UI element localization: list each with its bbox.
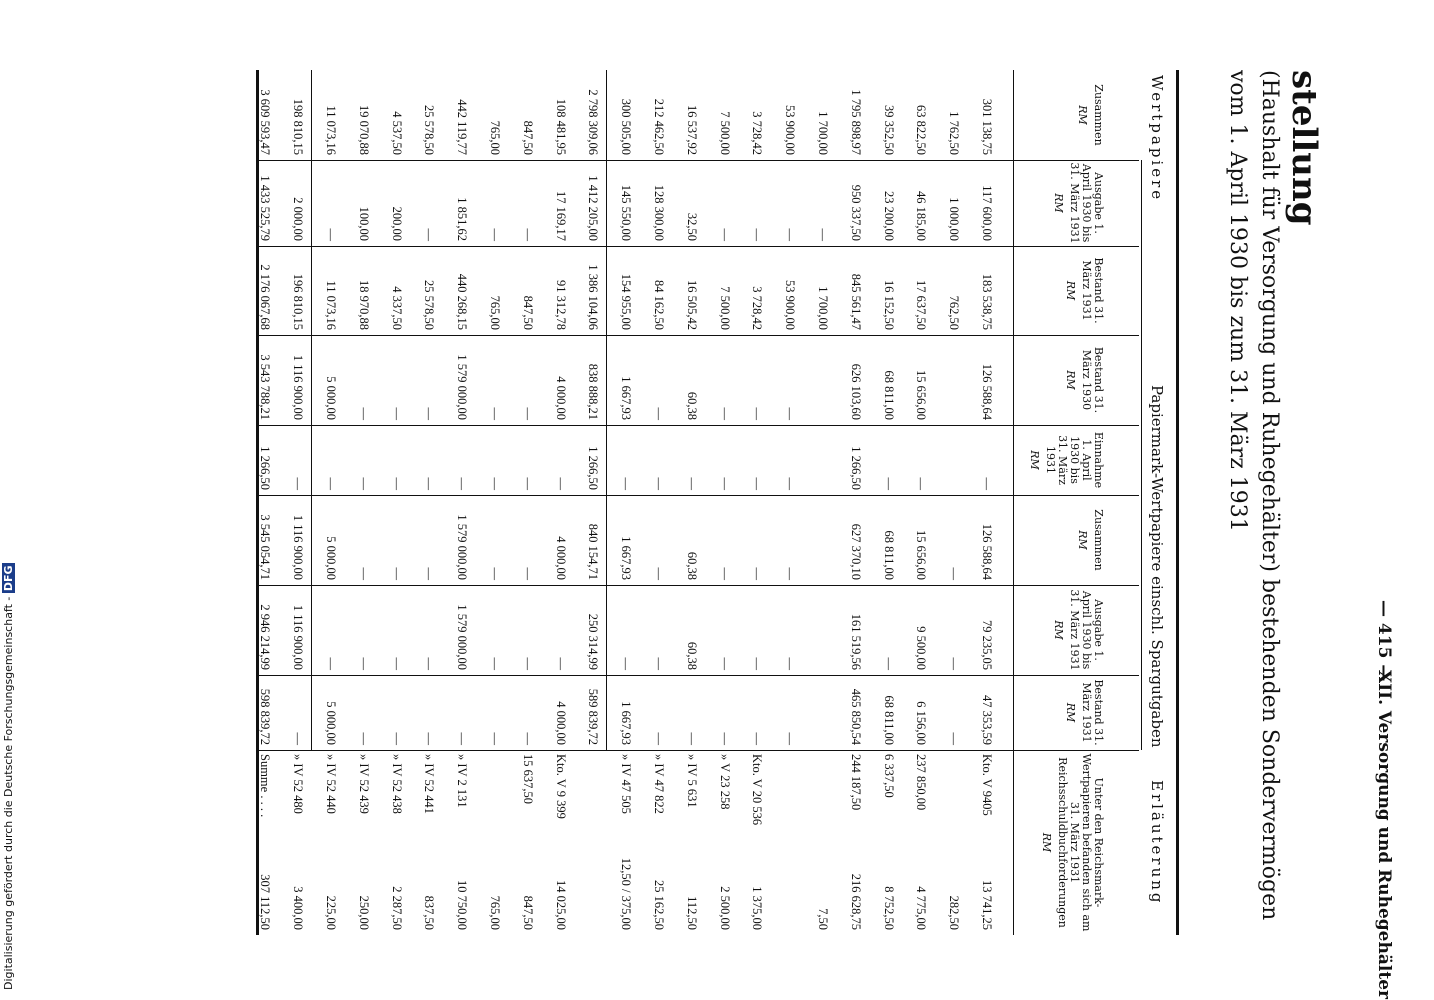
table-cell: 845 561,47: [848, 273, 863, 330]
table-cell: 3 545 054,71: [258, 514, 273, 580]
table-cell: —: [488, 228, 502, 241]
header-bottom-rule: [1013, 70, 1014, 935]
column-header: [1028, 427, 1104, 493]
column-header: [1064, 337, 1104, 423]
table-cell: » IV 47 505: [619, 754, 634, 814]
table-cell: 112,50: [684, 896, 699, 930]
footnote-text: Digitalisierung gefördert durch die Deutsche Forschungsgemeinschaft -: [2, 596, 15, 990]
column-header-unit: RM: [1040, 832, 1053, 853]
table-cell: 589 839,72: [586, 688, 601, 745]
table-cell: —: [488, 657, 502, 670]
column-header-label: Bestand 31. März 1931: [1080, 679, 1105, 746]
table-cell: —: [389, 567, 404, 580]
table-cell: —: [881, 657, 896, 670]
table-cell: 17 169,17: [553, 191, 568, 241]
column-header-label: Unter den Reichsmark-Wertpapieren befanden sich am 31. März 1931 Reichsschuldbuchforderungen: [1056, 753, 1105, 932]
column-header-label: Bestand 31. März 1930: [1080, 346, 1105, 414]
column-header: [1064, 677, 1104, 748]
table-cell: —: [455, 732, 470, 745]
table-cell: 17 637,50: [914, 280, 929, 330]
table-cell: 25 578,50: [422, 280, 437, 330]
table-cell: 4 000,00: [553, 701, 568, 745]
table-cell: 301 138,75: [980, 98, 994, 155]
table-cell: 4 537,50: [389, 111, 404, 155]
table-cell: » V 23 258: [717, 754, 732, 810]
table-cell: 12,50 / 375,00: [619, 857, 634, 930]
table-cell: 39 352,50: [881, 105, 896, 155]
table-cell: 1 851,62: [455, 197, 470, 241]
table-cell: —: [356, 732, 371, 745]
table-cell: 100,00: [356, 206, 371, 241]
table-cell: —: [914, 477, 929, 490]
table-cell: —: [356, 477, 371, 490]
table-cell: 2 798 309,06: [586, 89, 601, 155]
table-cell: 3 543 788,21: [258, 354, 273, 420]
table-cell: 18 970,88: [356, 280, 371, 330]
table-cell: —: [783, 407, 798, 420]
table-cell: 117 600,00: [980, 185, 994, 241]
table-cell: 626 103,60: [848, 363, 863, 420]
table-cell: —: [652, 732, 666, 745]
table-cell: —: [652, 477, 666, 490]
table-cell: —: [324, 657, 338, 670]
table-cell: 837,50: [422, 895, 437, 930]
table-cell: 15 656,00: [914, 370, 929, 420]
table-cell: 6 337,50: [881, 754, 896, 798]
table-cell: —: [389, 732, 404, 745]
column-header: [1064, 248, 1104, 333]
table-cell: 16 505,42: [684, 280, 699, 330]
table-cell: —: [488, 477, 502, 490]
column-header-label: Bestand 31. März 1931: [1080, 257, 1105, 324]
table-cell: —: [488, 407, 502, 420]
table-cell: —: [947, 657, 962, 670]
table-cell: 9 500,00: [914, 626, 929, 670]
table-cell: 84 162,50: [652, 280, 666, 330]
table-cell: 8 752,50: [881, 886, 896, 930]
table-cell: 14 025,00: [553, 880, 568, 930]
table-cell: Kto. V 20 536: [750, 754, 765, 826]
table-cell: 216 628,75: [848, 873, 863, 930]
table-cell: 765,00: [488, 295, 502, 330]
table-cell: 4 337,50: [389, 286, 404, 330]
table-cell: —: [652, 567, 666, 580]
table-cell: —: [422, 228, 437, 241]
table-cell: » IV 47 822: [652, 754, 666, 814]
table-cell: 3 728,42: [750, 111, 765, 155]
table-cell: —: [422, 732, 437, 745]
table-cell: 1 795 898,97: [848, 89, 863, 155]
column-header-unit: RM: [1064, 702, 1077, 723]
table-cell: » IV 52 439: [356, 754, 371, 814]
column-header-label: Zusammen: [1092, 84, 1105, 146]
table-cell: —: [553, 477, 568, 490]
column-header-label: Einnahme 1. April 1930 bis 31. März 1931: [1044, 431, 1105, 489]
table-cell: 1 266,50: [586, 446, 601, 490]
subtotal-rule: [311, 70, 312, 750]
table-cell: 1 116 900,00: [291, 354, 306, 420]
table-cell: 2 000,00: [291, 197, 306, 241]
table-cell: 200,00: [389, 206, 404, 241]
table-cell: 53 900,00: [783, 280, 798, 330]
table-cell: —: [422, 567, 437, 580]
table-cell: » IV 5 631: [684, 754, 699, 808]
table-cell: 847,50: [520, 295, 535, 330]
table-cell: 1 700,00: [816, 286, 830, 330]
table-cell: 250,00: [356, 895, 371, 930]
table-cell: 282,50: [947, 895, 962, 930]
table-cell: —: [619, 657, 634, 670]
table-cell: 244 187,50: [848, 754, 863, 811]
table-cell: 5 000,00: [324, 376, 338, 420]
table-cell: 762,50: [947, 295, 962, 330]
table-cell: 10 750,00: [455, 880, 470, 930]
table-top-rule: [1176, 70, 1179, 935]
table-cell: 598 839,72: [258, 688, 273, 745]
table-cell: 1 700,00: [816, 111, 830, 155]
table-cell: —: [750, 477, 765, 490]
table-cell: 68 811,00: [881, 695, 896, 745]
table-cell: 60,38: [684, 641, 699, 670]
table-cell: —: [684, 732, 699, 745]
table-cell: 1 000,00: [947, 197, 962, 241]
group-rule: [1141, 160, 1142, 750]
column-header-unit: RM: [1052, 193, 1065, 213]
table-cell: 4 775,00: [914, 886, 929, 930]
table-cell: 13 741,25: [980, 880, 994, 930]
column-rule: [259, 750, 1139, 751]
table-cell: 2 500,00: [717, 886, 732, 930]
table-cell: 108 481,95: [553, 98, 568, 155]
dfg-logo: DFG: [2, 565, 15, 592]
table-cell: 16 537,92: [684, 105, 699, 155]
table-cell: 15 637,50: [520, 754, 535, 804]
table-cell: 1 762,50: [947, 111, 962, 155]
table-cell: Summe . . . .: [258, 754, 273, 818]
column-header-unit: RM: [1028, 450, 1041, 470]
table-cell: 19 070,88: [356, 105, 371, 155]
table-cell: 91 312,78: [553, 280, 568, 330]
table-cell: —: [520, 477, 535, 490]
table-cell: 154 955,00: [619, 273, 634, 330]
group-papiermark: Papiermark-Wertpapiere einschl. Spargutgaben: [1148, 385, 1166, 748]
table-cell: 1 579 000,00: [455, 354, 470, 420]
column-header-label: Ausgabe 1. April 1930 bis 31. März 1931: [1068, 162, 1105, 244]
table-cell: —: [717, 732, 732, 745]
column-header: [1052, 587, 1104, 673]
table-cell: 838 888,21: [586, 363, 601, 420]
table-cell: 7 500,00: [717, 111, 732, 155]
table-cell: —: [324, 228, 338, 241]
section-header: XII. Versorgung und Ruhegehälter: [1374, 670, 1394, 999]
column-header: [1052, 162, 1104, 244]
table-cell: 183 538,75: [980, 273, 994, 330]
table-cell: 60,38: [684, 391, 699, 420]
table-cell: » IV 52 441: [422, 754, 437, 814]
table-cell: 1 266,50: [258, 446, 273, 490]
table-cell: —: [422, 477, 437, 490]
table-cell: 63 822,50: [914, 105, 929, 155]
table-cell: 300 505,00: [619, 98, 634, 155]
table-cell: 128 300,00: [652, 184, 666, 241]
table-cell: —: [356, 657, 371, 670]
table-cell: —: [750, 567, 765, 580]
column-header-label: Ausgabe 1. April 1930 bis 31. März 1931: [1068, 589, 1105, 671]
table-cell: 950 337,50: [848, 184, 863, 241]
subtotal-rule: [606, 70, 607, 750]
table-cell: —: [783, 732, 798, 745]
table-cell: —: [750, 657, 765, 670]
table-cell: 1 412 205,00: [586, 175, 601, 241]
table-cell: —: [520, 732, 535, 745]
table-cell: 627 370,10: [848, 523, 863, 580]
table-cell: 1 116 900,00: [291, 514, 306, 580]
table-cell: 212 462,50: [652, 98, 666, 155]
table-cell: —: [389, 407, 404, 420]
table-cell: 1 116 900,00: [291, 604, 306, 670]
table-cell: » IV 52 480: [291, 754, 306, 814]
table-cell: —: [520, 228, 535, 241]
table-cell: —: [717, 407, 732, 420]
page-number: — 415 —: [1374, 600, 1394, 682]
table-cell: —: [816, 228, 830, 241]
table-cell: —: [980, 477, 994, 490]
table-cell: Kto. V 9 399: [553, 754, 568, 819]
title-fragment: stellung: [1284, 70, 1324, 226]
table-cell: 2 176 067,68: [258, 264, 273, 330]
table-cell: 47 353,59: [980, 695, 994, 745]
table-cell: 440 268,15: [455, 273, 470, 330]
column-header: [1076, 497, 1104, 583]
column-header-unit: RM: [1052, 620, 1065, 640]
table-cell: 198 810,15: [291, 98, 306, 155]
column-header-unit: RM: [1064, 280, 1077, 301]
table-cell: —: [422, 407, 437, 420]
table-cell: —: [652, 407, 666, 420]
table-cell: —: [291, 732, 306, 745]
column-header: [1040, 752, 1104, 933]
table-cell: 1 667,93: [619, 376, 634, 420]
table-cell: —: [750, 228, 765, 241]
table-cell: —: [684, 477, 699, 490]
table-cell: 3 609 593,47: [258, 89, 273, 155]
table-cell: —: [356, 407, 371, 420]
table-cell: —: [553, 657, 568, 670]
column-header-unit: RM: [1076, 530, 1089, 550]
table-cell: 847,50: [520, 120, 535, 155]
table-cell: 1 579 000,00: [455, 604, 470, 670]
table-cell: 465 850,54: [848, 688, 863, 745]
table-cell: 126 588,64: [980, 523, 994, 580]
table-cell: 237 850,00: [914, 754, 929, 811]
table-cell: —: [520, 567, 535, 580]
table-cell: » IV 52 440: [324, 754, 338, 814]
table-cell: 1 375,00: [750, 886, 765, 930]
table-cell: —: [488, 732, 502, 745]
table-cell: 765,00: [488, 120, 502, 155]
table-cell: 145 550,00: [619, 184, 634, 241]
table-cell: 79 235,05: [980, 620, 994, 670]
table-cell: 126 588,64: [980, 363, 994, 420]
table-cell: » IV 52 438: [389, 754, 404, 814]
table-cell: 1 266,50: [848, 446, 863, 490]
table-cell: —: [750, 407, 765, 420]
table-cell: Kto. V 9405: [980, 754, 994, 816]
column-header-label: Zusammen: [1092, 509, 1105, 571]
table-cell: —: [947, 567, 962, 580]
table-cell: 6 156,00: [914, 701, 929, 745]
table-cell: —: [783, 567, 798, 580]
table-cell: 765,00: [488, 895, 502, 930]
group-wertpapiere: Wertpapiere: [1148, 75, 1166, 203]
group-erlaeuterung: Erläuterung: [1148, 780, 1166, 906]
table-cell: 25 162,50: [652, 880, 666, 930]
table-cell: —: [652, 657, 666, 670]
table-cell: —: [717, 477, 732, 490]
table-cell: 250 314,99: [586, 613, 601, 670]
table-cell: 840 154,71: [586, 523, 601, 580]
table-cell: 53 900,00: [783, 105, 798, 155]
table-cell: —: [291, 477, 306, 490]
table-cell: —: [324, 477, 338, 490]
table-cell: 161 519,56: [848, 613, 863, 670]
table-cell: 16 152,50: [881, 280, 896, 330]
table-cell: 1 386 104,06: [586, 264, 601, 330]
table-cell: 11 073,16: [324, 105, 338, 155]
table-cell: 68 811,00: [881, 370, 896, 420]
table-cell: 307 112,50: [258, 874, 273, 930]
title-line-1: (Haushalt für Versorgung und Ruhegehälter) bestehenden Sondervermögen: [1257, 70, 1282, 921]
table-cell: —: [717, 657, 732, 670]
table-cell: 4 000,00: [553, 536, 568, 580]
table-cell: —: [619, 477, 634, 490]
table-cell: 1 433 525,79: [258, 175, 273, 241]
table-cell: —: [356, 567, 371, 580]
table-cell: —: [520, 407, 535, 420]
table-cell: 11 073,16: [324, 280, 338, 330]
table-cell: 847,50: [520, 895, 535, 930]
table-cell: —: [389, 657, 404, 670]
table-cell: 15 656,00: [914, 530, 929, 580]
digitization-footnote: [2, 563, 15, 990]
table-cell: —: [783, 228, 798, 241]
table-cell: —: [389, 477, 404, 490]
table-cell: —: [717, 567, 732, 580]
table-cell: 25 578,50: [422, 105, 437, 155]
table-cell: —: [783, 477, 798, 490]
table-cell: 2 946 214,99: [258, 604, 273, 670]
table-cell: —: [520, 657, 535, 670]
table-cell: 68 811,00: [881, 530, 896, 580]
column-header: [1076, 72, 1104, 158]
table-cell: —: [783, 657, 798, 670]
table-cell: 1 667,93: [619, 536, 634, 580]
table-cell: 1 667,93: [619, 701, 634, 745]
table-cell: 3 728,42: [750, 286, 765, 330]
table-cell: 442 119,77: [455, 99, 470, 155]
table-cell: 3 400,00: [291, 886, 306, 930]
table-cell: —: [488, 567, 502, 580]
table-cell: 7,50: [816, 908, 830, 930]
table-cell: —: [455, 477, 470, 490]
title-line-2: vom 1. April 1930 bis zum 31. März 1931: [1225, 70, 1250, 532]
column-header-unit: RM: [1064, 370, 1077, 390]
column-header-unit: RM: [1076, 105, 1089, 125]
table-cell: —: [881, 477, 896, 490]
table-cell: —: [717, 228, 732, 241]
table-cell: » IV 2 131: [455, 754, 470, 808]
table-cell: 225,00: [324, 895, 338, 930]
table-cell: 46 185,00: [914, 191, 929, 241]
table-cell: 5 000,00: [324, 701, 338, 745]
table-cell: 1 579 000,00: [455, 514, 470, 580]
table-cell: 7 500,00: [717, 286, 732, 330]
table-cell: —: [947, 732, 962, 745]
table-cell: —: [750, 732, 765, 745]
table-cell: 32,50: [684, 212, 699, 241]
table-cell: 23 200,00: [881, 191, 896, 241]
table-cell: 5 000,00: [324, 536, 338, 580]
table-cell: 196 810,15: [291, 273, 306, 330]
table-cell: 60,38: [684, 551, 699, 580]
table-cell: 2 287,50: [389, 886, 404, 930]
table-cell: —: [422, 657, 437, 670]
table-cell: 4 000,00: [553, 376, 568, 420]
